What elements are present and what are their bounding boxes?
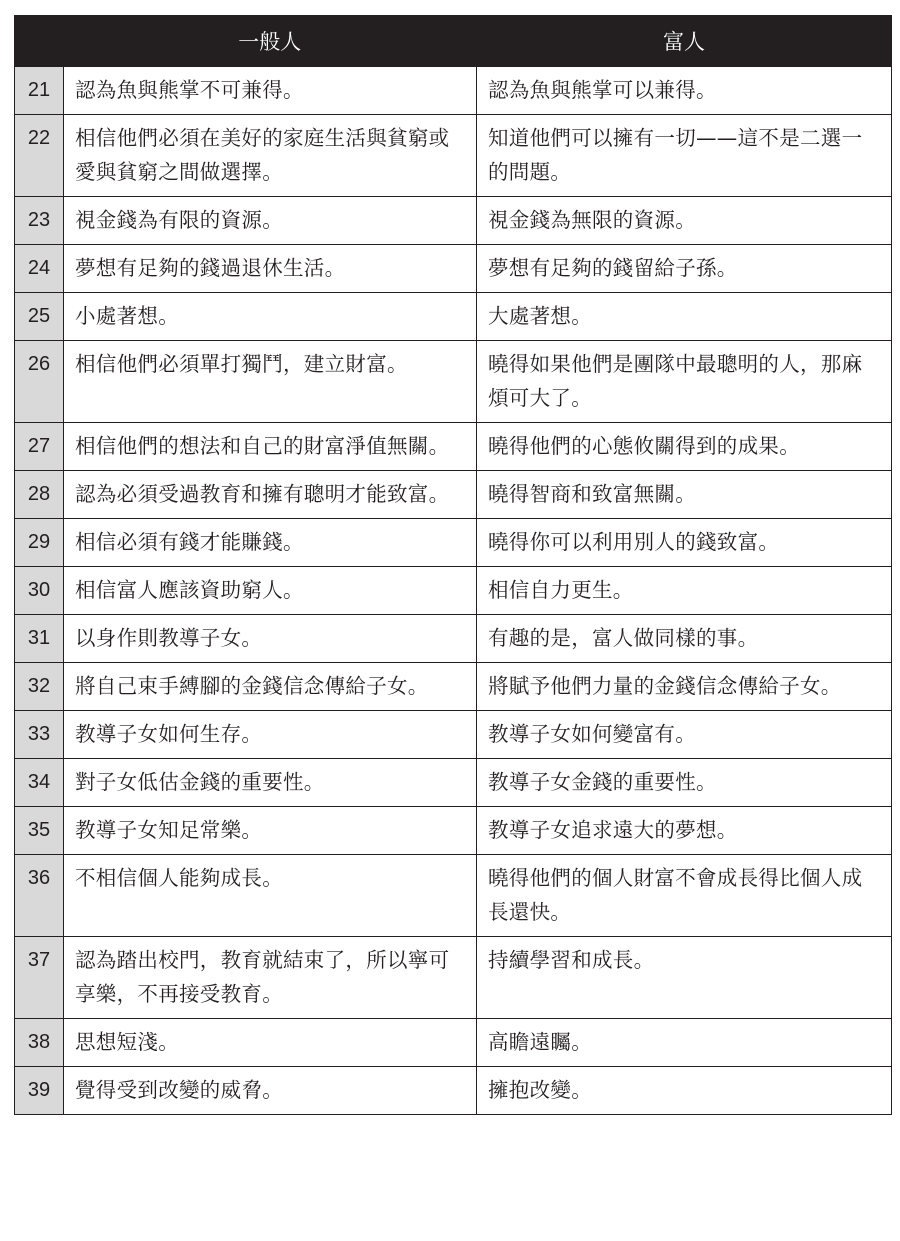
row-number: 35 bbox=[15, 807, 64, 855]
comparison-table-container bbox=[14, 15, 891, 1115]
rich-column-header: 富人 bbox=[477, 16, 892, 67]
general-person-cell: 對子女低估金錢的重要性。 bbox=[64, 759, 477, 807]
header-row bbox=[15, 16, 892, 67]
rich-person-cell: 認為魚與熊掌可以兼得。 bbox=[477, 67, 892, 115]
rich-person-cell: 有趣的是，富人做同樣的事。 bbox=[477, 615, 892, 663]
row-number: 36 bbox=[15, 855, 64, 937]
rich-person-cell: 相信自力更生。 bbox=[477, 567, 892, 615]
general-person-cell: 夢想有足夠的錢過退休生活。 bbox=[64, 245, 477, 293]
general-person-cell: 認為魚與熊掌不可兼得。 bbox=[64, 67, 477, 115]
general-column-header: 一般人 bbox=[64, 16, 477, 67]
table-row bbox=[15, 937, 892, 1019]
table-row bbox=[15, 341, 892, 423]
row-number: 29 bbox=[15, 519, 64, 567]
general-person-cell: 將自己束手縛腳的金錢信念傳給子女。 bbox=[64, 663, 477, 711]
row-number: 26 bbox=[15, 341, 64, 423]
general-person-cell: 認為踏出校門，教育就結束了，所以寧可享樂，不再接受教育。 bbox=[64, 937, 477, 1019]
rich-person-cell: 擁抱改變。 bbox=[477, 1067, 892, 1115]
general-person-cell: 以身作則教導子女。 bbox=[64, 615, 477, 663]
rich-person-cell: 大處著想。 bbox=[477, 293, 892, 341]
rich-person-cell: 持續學習和成長。 bbox=[477, 937, 892, 1019]
number-column-header bbox=[15, 16, 64, 67]
general-person-cell: 相信富人應該資助窮人。 bbox=[64, 567, 477, 615]
general-person-cell: 思想短淺。 bbox=[64, 1019, 477, 1067]
table-header bbox=[15, 16, 892, 67]
table-row bbox=[15, 471, 892, 519]
rich-person-cell: 曉得如果他們是團隊中最聰明的人，那麻煩可大了。 bbox=[477, 341, 892, 423]
row-number: 32 bbox=[15, 663, 64, 711]
row-number: 38 bbox=[15, 1019, 64, 1067]
table-body bbox=[15, 67, 892, 1115]
row-number: 28 bbox=[15, 471, 64, 519]
row-number: 25 bbox=[15, 293, 64, 341]
rich-person-cell: 將賦予他們力量的金錢信念傳給子女。 bbox=[477, 663, 892, 711]
general-person-cell: 相信他們的想法和自己的財富淨值無關。 bbox=[64, 423, 477, 471]
general-person-cell: 不相信個人能夠成長。 bbox=[64, 855, 477, 937]
table-row bbox=[15, 423, 892, 471]
row-number: 22 bbox=[15, 115, 64, 197]
table-row bbox=[15, 759, 892, 807]
table-row bbox=[15, 115, 892, 197]
general-person-cell: 相信他們必須單打獨鬥，建立財富。 bbox=[64, 341, 477, 423]
row-number: 31 bbox=[15, 615, 64, 663]
table-row bbox=[15, 663, 892, 711]
table-row bbox=[15, 615, 892, 663]
row-number: 37 bbox=[15, 937, 64, 1019]
rich-person-cell: 高瞻遠矚。 bbox=[477, 1019, 892, 1067]
table-row bbox=[15, 197, 892, 245]
table-row bbox=[15, 67, 892, 115]
general-person-cell: 小處著想。 bbox=[64, 293, 477, 341]
rich-person-cell: 曉得智商和致富無關。 bbox=[477, 471, 892, 519]
table-row bbox=[15, 807, 892, 855]
rich-person-cell: 教導子女如何變富有。 bbox=[477, 711, 892, 759]
rich-person-cell: 曉得他們的個人財富不會成長得比個人成長還快。 bbox=[477, 855, 892, 937]
row-number: 39 bbox=[15, 1067, 64, 1115]
row-number: 34 bbox=[15, 759, 64, 807]
rich-person-cell: 教導子女金錢的重要性。 bbox=[477, 759, 892, 807]
rich-person-cell: 教導子女追求遠大的夢想。 bbox=[477, 807, 892, 855]
row-number: 27 bbox=[15, 423, 64, 471]
row-number: 33 bbox=[15, 711, 64, 759]
rich-person-cell: 曉得你可以利用別人的錢致富。 bbox=[477, 519, 892, 567]
general-person-cell: 相信他們必須在美好的家庭生活與貧窮或愛與貧窮之間做選擇。 bbox=[64, 115, 477, 197]
rich-person-cell: 曉得他們的心態攸關得到的成果。 bbox=[477, 423, 892, 471]
row-number: 30 bbox=[15, 567, 64, 615]
row-number: 21 bbox=[15, 67, 64, 115]
row-number: 23 bbox=[15, 197, 64, 245]
general-person-cell: 相信必須有錢才能賺錢。 bbox=[64, 519, 477, 567]
table-row bbox=[15, 519, 892, 567]
table-row bbox=[15, 855, 892, 937]
row-number: 24 bbox=[15, 245, 64, 293]
general-person-cell: 教導子女知足常樂。 bbox=[64, 807, 477, 855]
general-person-cell: 覺得受到改變的威脅。 bbox=[64, 1067, 477, 1115]
rich-person-cell: 夢想有足夠的錢留給子孫。 bbox=[477, 245, 892, 293]
table-row bbox=[15, 1019, 892, 1067]
general-person-cell: 認為必須受過教育和擁有聰明才能致富。 bbox=[64, 471, 477, 519]
table-row bbox=[15, 293, 892, 341]
table-row bbox=[15, 1067, 892, 1115]
comparison-table bbox=[14, 15, 892, 1115]
general-person-cell: 教導子女如何生存。 bbox=[64, 711, 477, 759]
rich-person-cell: 知道他們可以擁有一切——這不是二選一的問題。 bbox=[477, 115, 892, 197]
table-row bbox=[15, 567, 892, 615]
table-row bbox=[15, 245, 892, 293]
table-row bbox=[15, 711, 892, 759]
general-person-cell: 視金錢為有限的資源。 bbox=[64, 197, 477, 245]
rich-person-cell: 視金錢為無限的資源。 bbox=[477, 197, 892, 245]
